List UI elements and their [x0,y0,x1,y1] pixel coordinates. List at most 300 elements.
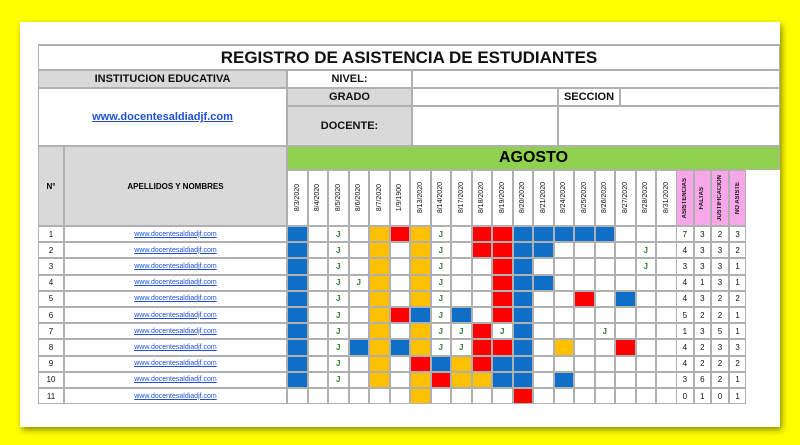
attendance-cell[interactable] [656,258,677,274]
summary-value-text: 5 [717,326,723,336]
attendance-cell[interactable] [287,372,308,388]
student-name-link[interactable]: www.docentesaldiadjf.com [134,376,217,384]
attendance-cell[interactable] [308,226,329,242]
attendance-cell[interactable] [513,258,534,274]
attendance-cell[interactable] [369,242,390,258]
attendance-cell[interactable] [656,307,677,323]
attendance-cell[interactable] [533,339,554,355]
attendance-cell[interactable] [513,372,534,388]
attendance-cell[interactable] [636,356,657,372]
attendance-cell[interactable] [615,339,636,355]
attendance-cell[interactable] [431,307,452,323]
attendance-cell[interactable] [390,323,411,339]
attendance-cell[interactable] [349,388,370,404]
attendance-sheet [20,22,780,427]
attendance-cell[interactable] [287,356,308,372]
attendance-cell[interactable] [492,242,513,258]
attendance-cell[interactable] [472,242,493,258]
attendance-cell[interactable] [492,307,513,323]
attendance-cell[interactable] [595,291,616,307]
row-number-text: 9 [48,359,54,369]
attendance-cell[interactable] [615,242,636,258]
summary-header-label: FALTAS [699,186,706,210]
attendance-cell[interactable] [615,307,636,323]
summary-value [676,356,694,372]
grado-value[interactable] [412,88,558,106]
attendance-cell[interactable] [554,307,575,323]
summary-value-text: 1 [735,391,740,401]
check-mark: J [643,261,648,271]
attendance-cell[interactable] [595,258,616,274]
attendance-cell[interactable] [349,356,370,372]
attendance-cell[interactable] [656,242,677,258]
attendance-cell[interactable] [636,258,657,274]
summary-value [676,339,694,355]
student-name[interactable] [64,226,287,242]
student-name[interactable] [64,307,287,323]
apellidos-header: APELLIDOS Y NOMBRES [64,146,287,226]
website-link[interactable]: www.docentesaldiadjf.com [92,111,233,123]
nivel-value[interactable] [412,70,780,88]
summary-value-text: 2 [735,294,740,304]
attendance-cell[interactable] [390,226,411,242]
attendance-cell[interactable] [554,323,575,339]
attendance-cell[interactable] [574,339,595,355]
attendance-cell[interactable] [328,291,349,307]
attendance-cell[interactable] [451,258,472,274]
student-name-link[interactable]: www.docentesaldiadjf.com [134,246,217,254]
attendance-cell[interactable] [554,388,575,404]
attendance-cell[interactable] [513,339,534,355]
summary-value [711,275,729,291]
summary-value [694,242,712,258]
attendance-cell[interactable] [554,258,575,274]
attendance-cell[interactable] [615,356,636,372]
attendance-cell[interactable] [369,356,390,372]
summary-value-text: 2 [700,310,705,320]
attendance-cell[interactable] [595,242,616,258]
check-mark: J [336,261,341,271]
student-name[interactable] [64,356,287,372]
attendance-cell[interactable] [656,275,677,291]
attendance-cell[interactable] [513,275,534,291]
attendance-cell[interactable] [492,339,513,355]
row-number [38,307,64,323]
attendance-cell[interactable] [349,258,370,274]
attendance-cell[interactable] [308,291,329,307]
attendance-cell[interactable] [492,388,513,404]
attendance-cell[interactable] [431,258,452,274]
attendance-cell[interactable] [349,307,370,323]
attendance-cell[interactable] [595,388,616,404]
student-name-link[interactable]: www.docentesaldiadjf.com [134,262,217,270]
date-label: 8/19/2020 [498,182,506,214]
seccion-label: SECCION [558,88,620,106]
attendance-cell[interactable] [472,323,493,339]
student-name[interactable] [64,323,287,339]
attendance-cell[interactable] [636,275,657,291]
attendance-cell[interactable] [328,307,349,323]
attendance-cell[interactable] [390,291,411,307]
check-mark: J [336,294,341,304]
attendance-cell[interactable] [451,372,472,388]
attendance-cell[interactable] [349,291,370,307]
summary-value [694,291,712,307]
check-mark: J [643,245,648,255]
attendance-cell[interactable] [595,372,616,388]
student-name-link[interactable]: www.docentesaldiadjf.com [134,279,217,287]
student-name[interactable] [64,388,287,404]
summary-value-text: 2 [717,359,723,369]
attendance-cell[interactable] [595,307,616,323]
attendance-cell[interactable] [410,323,431,339]
attendance-cell[interactable] [431,388,452,404]
summary-value-text: 3 [700,326,705,336]
summary-value-text: 4 [682,294,688,304]
student-name[interactable] [64,291,287,307]
attendance-cell[interactable] [574,291,595,307]
attendance-cell[interactable] [513,356,534,372]
numero-header: N° [38,146,64,226]
attendance-cell[interactable] [533,372,554,388]
summary-value [729,388,747,404]
attendance-cell[interactable] [431,372,452,388]
attendance-cell[interactable] [451,307,472,323]
attendance-cell[interactable] [431,242,452,258]
attendance-cell[interactable] [451,323,472,339]
attendance-cell[interactable] [636,291,657,307]
attendance-cell[interactable] [533,275,554,291]
attendance-cell[interactable] [492,356,513,372]
attendance-cell[interactable] [287,339,308,355]
attendance-cell[interactable] [513,388,534,404]
attendance-cell[interactable] [287,258,308,274]
summary-value [711,258,729,274]
attendance-cell[interactable] [410,291,431,307]
attendance-cell[interactable] [349,226,370,242]
attendance-cell[interactable] [308,275,329,291]
attendance-cell[interactable] [656,339,677,355]
attendance-cell[interactable] [410,242,431,258]
row-number [38,258,64,274]
attendance-cell[interactable] [328,242,349,258]
attendance-cell[interactable] [390,242,411,258]
attendance-cell[interactable] [431,356,452,372]
summary-value-text: 3 [717,278,723,288]
attendance-cell[interactable] [595,356,616,372]
student-name-link[interactable]: www.docentesaldiadjf.com [134,392,217,400]
summary-value-text: 0 [717,391,723,401]
summary-value [729,226,747,242]
attendance-cell[interactable] [636,242,657,258]
attendance-cell[interactable] [308,372,329,388]
attendance-cell[interactable] [410,356,431,372]
attendance-cell[interactable] [390,275,411,291]
attendance-cell[interactable] [369,388,390,404]
check-mark: J [336,229,341,239]
docente-extra [558,106,780,146]
summary-value [729,356,747,372]
attendance-cell[interactable] [554,226,575,242]
summary-value-text: 2 [717,229,723,239]
date-header-1 [287,170,308,226]
attendance-cell[interactable] [431,226,452,242]
attendance-cell[interactable] [390,339,411,355]
check-mark: J [500,326,505,336]
attendance-cell[interactable] [472,226,493,242]
date-header-19 [656,170,677,226]
attendance-cell[interactable] [451,242,472,258]
attendance-cell[interactable] [328,258,349,274]
attendance-cell[interactable] [472,356,493,372]
attendance-cell[interactable] [451,291,472,307]
attendance-cell[interactable] [431,323,452,339]
student-name[interactable] [64,339,287,355]
attendance-cell[interactable] [636,339,657,355]
attendance-cell[interactable] [615,275,636,291]
attendance-cell[interactable] [492,275,513,291]
summary-value-text: 2 [735,359,740,369]
attendance-cell[interactable] [636,307,657,323]
attendance-cell[interactable] [328,339,349,355]
attendance-cell[interactable] [656,372,677,388]
attendance-cell[interactable] [410,372,431,388]
attendance-cell[interactable] [554,356,575,372]
attendance-cell[interactable] [533,242,554,258]
attendance-cell[interactable] [390,307,411,323]
attendance-cell[interactable] [533,323,554,339]
attendance-cell[interactable] [636,323,657,339]
attendance-cell[interactable] [308,258,329,274]
attendance-cell[interactable] [287,226,308,242]
attendance-cell[interactable] [287,388,308,404]
attendance-cell[interactable] [287,275,308,291]
attendance-cell[interactable] [615,323,636,339]
summary-value-text: 1 [735,326,740,336]
attendance-cell[interactable] [410,307,431,323]
attendance-cell[interactable] [308,307,329,323]
attendance-cell[interactable] [492,323,513,339]
attendance-cell[interactable] [492,291,513,307]
attendance-cell[interactable] [574,388,595,404]
attendance-cell[interactable] [287,291,308,307]
attendance-cell[interactable] [656,323,677,339]
attendance-cell[interactable] [554,242,575,258]
date-label: 8/13/2020 [416,182,424,214]
attendance-cell[interactable] [492,372,513,388]
attendance-cell[interactable] [308,339,329,355]
summary-value-text: 3 [717,342,723,352]
attendance-cell[interactable] [472,372,493,388]
attendance-cell[interactable] [595,323,616,339]
attendance-cell[interactable] [349,339,370,355]
attendance-cell[interactable] [492,258,513,274]
attendance-cell[interactable] [636,388,657,404]
attendance-cell[interactable] [451,388,472,404]
attendance-cell[interactable] [287,242,308,258]
attendance-cell[interactable] [431,291,452,307]
attendance-cell[interactable] [595,275,616,291]
date-label: 8/5/2020 [334,184,342,212]
summary-value-text: 3 [700,261,705,271]
attendance-cell[interactable] [574,258,595,274]
attendance-cell[interactable] [451,275,472,291]
attendance-cell[interactable] [390,388,411,404]
seccion-value[interactable] [620,88,780,106]
institucion-value[interactable] [38,88,287,146]
attendance-cell[interactable] [615,372,636,388]
attendance-cell[interactable] [574,372,595,388]
attendance-cell[interactable] [636,372,657,388]
attendance-cell[interactable] [390,258,411,274]
attendance-cell[interactable] [554,339,575,355]
attendance-cell[interactable] [349,242,370,258]
attendance-cell[interactable] [308,242,329,258]
attendance-cell[interactable] [349,372,370,388]
attendance-cell[interactable] [472,339,493,355]
attendance-cell[interactable] [369,339,390,355]
summary-value-text: 0 [682,391,688,401]
student-name-link[interactable]: www.docentesaldiadjf.com [134,295,217,303]
summary-value [694,275,712,291]
attendance-cell[interactable] [308,388,329,404]
student-name[interactable] [64,258,287,274]
summary-value-text: 3 [717,261,723,271]
attendance-cell[interactable] [328,388,349,404]
attendance-cell[interactable] [615,226,636,242]
attendance-cell[interactable] [472,275,493,291]
student-name-link[interactable]: www.docentesaldiadjf.com [134,327,217,335]
attendance-cell[interactable] [513,226,534,242]
attendance-cell[interactable] [472,307,493,323]
attendance-cell[interactable] [349,275,370,291]
attendance-cell[interactable] [390,356,411,372]
attendance-cell[interactable] [574,356,595,372]
attendance-cell[interactable] [574,323,595,339]
attendance-cell[interactable] [472,258,493,274]
attendance-cell[interactable] [308,323,329,339]
attendance-cell[interactable] [328,275,349,291]
attendance-cell[interactable] [533,356,554,372]
student-name[interactable] [64,242,287,258]
attendance-cell[interactable] [656,291,677,307]
attendance-cell[interactable] [595,226,616,242]
attendance-cell[interactable] [574,275,595,291]
attendance-cell[interactable] [656,388,677,404]
summary-value-text: 3 [682,375,688,385]
attendance-cell[interactable] [595,339,616,355]
date-header-14 [554,170,575,226]
attendance-cell[interactable] [308,356,329,372]
attendance-cell[interactable] [574,242,595,258]
attendance-cell[interactable] [472,388,493,404]
attendance-cell[interactable] [410,258,431,274]
student-name-link[interactable]: www.docentesaldiadjf.com [134,343,217,351]
student-name-link[interactable]: www.docentesaldiadjf.com [134,311,217,319]
attendance-cell[interactable] [615,258,636,274]
docente-value[interactable] [412,106,558,146]
attendance-cell[interactable] [513,323,534,339]
attendance-cell[interactable] [554,372,575,388]
attendance-cell[interactable] [369,323,390,339]
summary-header-3 [711,170,729,226]
attendance-cell[interactable] [410,339,431,355]
attendance-cell[interactable] [369,291,390,307]
attendance-cell[interactable] [349,323,370,339]
student-name[interactable] [64,372,287,388]
attendance-cell[interactable] [513,307,534,323]
student-name[interactable] [64,275,287,291]
attendance-cell[interactable] [369,258,390,274]
summary-value [676,388,694,404]
attendance-cell[interactable] [656,356,677,372]
summary-value [676,372,694,388]
attendance-cell[interactable] [328,226,349,242]
attendance-cell[interactable] [574,307,595,323]
attendance-cell[interactable] [554,291,575,307]
attendance-cell[interactable] [431,275,452,291]
attendance-cell[interactable] [328,372,349,388]
attendance-cell[interactable] [615,291,636,307]
attendance-cell[interactable] [533,226,554,242]
student-name-link[interactable]: www.docentesaldiadjf.com [134,230,217,238]
attendance-cell[interactable] [492,226,513,242]
attendance-cell[interactable] [410,275,431,291]
attendance-cell[interactable] [410,226,431,242]
attendance-cell[interactable] [369,307,390,323]
attendance-cell[interactable] [369,372,390,388]
attendance-cell[interactable] [287,307,308,323]
attendance-cell[interactable] [451,226,472,242]
summary-value [694,339,712,355]
date-header-7 [410,170,431,226]
attendance-cell[interactable] [472,291,493,307]
student-name-link[interactable]: www.docentesaldiadjf.com [134,360,217,368]
attendance-cell[interactable] [656,226,677,242]
attendance-cell[interactable] [554,275,575,291]
attendance-cell[interactable] [533,258,554,274]
check-mark: J [438,342,443,352]
summary-header-2 [694,170,712,226]
attendance-cell[interactable] [390,372,411,388]
check-mark: J [459,342,464,352]
attendance-cell[interactable] [513,291,534,307]
summary-value-text: 3 [735,229,740,239]
attendance-cell[interactable] [410,388,431,404]
attendance-cell[interactable] [369,275,390,291]
summary-value-text: 2 [700,359,705,369]
attendance-cell[interactable] [533,307,554,323]
attendance-cell[interactable] [636,226,657,242]
attendance-cell[interactable] [574,226,595,242]
attendance-cell[interactable] [615,388,636,404]
attendance-cell[interactable] [328,323,349,339]
attendance-cell[interactable] [328,356,349,372]
attendance-cell[interactable] [513,242,534,258]
summary-value-text: 2 [717,375,723,385]
attendance-cell[interactable] [451,356,472,372]
attendance-cell[interactable] [533,291,554,307]
attendance-cell[interactable] [533,388,554,404]
check-mark: J [336,359,341,369]
attendance-cell[interactable] [431,339,452,355]
attendance-cell[interactable] [369,226,390,242]
summary-value [694,226,712,242]
summary-value [711,291,729,307]
attendance-cell[interactable] [287,323,308,339]
summary-value [676,291,694,307]
attendance-cell[interactable] [451,339,472,355]
